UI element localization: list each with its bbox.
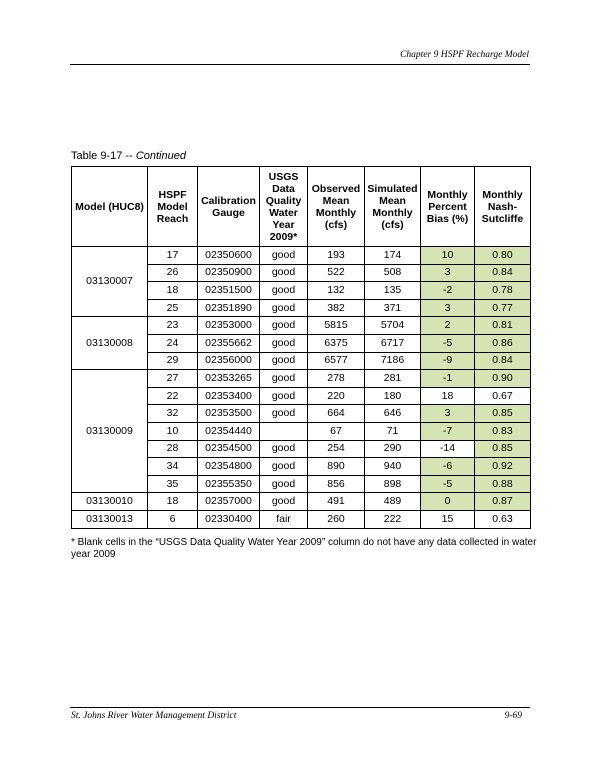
- gauge-cell: 02354800: [198, 458, 260, 476]
- table-row: [72, 370, 531, 388]
- table-row: [72, 247, 531, 265]
- bias-cell: -5: [421, 475, 475, 493]
- bias-cell: -14: [421, 440, 475, 458]
- col-nse: Monthly Nash-Sutcliffe: [475, 167, 531, 247]
- quality-cell: good: [260, 317, 308, 335]
- simulated-cell: 174: [365, 247, 421, 265]
- table-row: [72, 510, 531, 528]
- footer-organization: St. Johns River Water Management District: [71, 711, 237, 721]
- bias-cell: 0: [421, 493, 475, 511]
- simulated-cell: 898: [365, 475, 421, 493]
- caption-continued: Continued: [135, 150, 186, 162]
- reach-cell: 32: [148, 405, 198, 423]
- nse-cell: 0.90: [475, 370, 531, 388]
- table-body: [72, 247, 531, 529]
- col-bias: Monthly Percent Bias (%): [421, 167, 475, 247]
- observed-cell: 382: [308, 299, 365, 317]
- bias-cell: -5: [421, 334, 475, 352]
- gauge-cell: 02330400: [198, 510, 260, 528]
- observed-cell: 6577: [308, 352, 365, 370]
- gauge-cell: 02351890: [198, 299, 260, 317]
- simulated-cell: 135: [365, 282, 421, 300]
- observed-cell: 890: [308, 458, 365, 476]
- col-reach: HSPF Model Reach: [148, 167, 198, 247]
- table-caption: [71, 150, 186, 162]
- simulated-cell: 222: [365, 510, 421, 528]
- model-cell: 03130007: [72, 247, 148, 317]
- reach-cell: 28: [148, 440, 198, 458]
- observed-cell: 522: [308, 264, 365, 282]
- gauge-cell: 02355662: [198, 334, 260, 352]
- caption-label: Table 9-17 --: [71, 150, 136, 162]
- reach-cell: 25: [148, 299, 198, 317]
- bias-cell: 3: [421, 405, 475, 423]
- model-cell: 03130013: [72, 510, 148, 528]
- nse-cell: 0.78: [475, 282, 531, 300]
- simulated-cell: 281: [365, 370, 421, 388]
- gauge-cell: 02351500: [198, 282, 260, 300]
- model-cell: 03130009: [72, 370, 148, 493]
- simulated-cell: 646: [365, 405, 421, 423]
- nse-cell: 0.87: [475, 493, 531, 511]
- quality-cell: fair: [260, 510, 308, 528]
- observed-cell: 278: [308, 370, 365, 388]
- observed-cell: 856: [308, 475, 365, 493]
- nse-cell: 0.83: [475, 422, 531, 440]
- gauge-cell: 02355350: [198, 475, 260, 493]
- footnote: * Blank cells in the “USGS Data Quality Water Year 2009” column do not have any data collected in water year 2009: [71, 537, 537, 560]
- model-cell: 03130010: [72, 493, 148, 511]
- gauge-cell: 02354440: [198, 422, 260, 440]
- quality-cell: good: [260, 370, 308, 388]
- model-cell: 03130008: [72, 317, 148, 370]
- quality-cell: good: [260, 247, 308, 265]
- reach-cell: 27: [148, 370, 198, 388]
- reach-cell: 26: [148, 264, 198, 282]
- nse-cell: 0.77: [475, 299, 531, 317]
- header-row: [72, 167, 531, 247]
- observed-cell: 193: [308, 247, 365, 265]
- nse-cell: 0.63: [475, 510, 531, 528]
- reach-cell: 10: [148, 422, 198, 440]
- quality-cell: good: [260, 440, 308, 458]
- gauge-cell: 02350900: [198, 264, 260, 282]
- nse-cell: 0.84: [475, 352, 531, 370]
- observed-cell: 260: [308, 510, 365, 528]
- gauge-cell: 02350600: [198, 247, 260, 265]
- gauge-cell: 02353500: [198, 405, 260, 423]
- reach-cell: 18: [148, 493, 198, 511]
- reach-cell: 23: [148, 317, 198, 335]
- nse-cell: 0.86: [475, 334, 531, 352]
- simulated-cell: 71: [365, 422, 421, 440]
- bias-cell: -2: [421, 282, 475, 300]
- gauge-cell: 02353265: [198, 370, 260, 388]
- bias-cell: 3: [421, 264, 475, 282]
- bias-cell: -1: [421, 370, 475, 388]
- quality-cell: good: [260, 387, 308, 405]
- observed-cell: 5815: [308, 317, 365, 335]
- nse-cell: 0.67: [475, 387, 531, 405]
- observed-cell: 67: [308, 422, 365, 440]
- nse-cell: 0.85: [475, 405, 531, 423]
- quality-cell: good: [260, 458, 308, 476]
- quality-cell: good: [260, 493, 308, 511]
- running-header: Chapter 9 HSPF Recharge Model: [400, 50, 529, 60]
- calibration-table: [71, 166, 531, 529]
- simulated-cell: 371: [365, 299, 421, 317]
- col-simulated: Simulated Mean Monthly (cfs): [365, 167, 421, 247]
- col-gauge: Calibration Gauge: [198, 167, 260, 247]
- reach-cell: 22: [148, 387, 198, 405]
- simulated-cell: 6717: [365, 334, 421, 352]
- col-quality: USGS Data Quality Water Year 2009*: [260, 167, 308, 247]
- nse-cell: 0.84: [475, 264, 531, 282]
- observed-cell: 132: [308, 282, 365, 300]
- quality-cell: good: [260, 352, 308, 370]
- reach-cell: 29: [148, 352, 198, 370]
- nse-cell: 0.92: [475, 458, 531, 476]
- bias-cell: -9: [421, 352, 475, 370]
- reach-cell: 6: [148, 510, 198, 528]
- quality-cell: good: [260, 282, 308, 300]
- quality-cell: good: [260, 334, 308, 352]
- simulated-cell: 180: [365, 387, 421, 405]
- quality-cell: good: [260, 264, 308, 282]
- simulated-cell: 940: [365, 458, 421, 476]
- simulated-cell: 508: [365, 264, 421, 282]
- bias-cell: 15: [421, 510, 475, 528]
- observed-cell: 6375: [308, 334, 365, 352]
- reach-cell: 34: [148, 458, 198, 476]
- simulated-cell: 290: [365, 440, 421, 458]
- simulated-cell: 489: [365, 493, 421, 511]
- nse-cell: 0.88: [475, 475, 531, 493]
- quality-cell: good: [260, 299, 308, 317]
- header-rule: [70, 64, 530, 65]
- observed-cell: 220: [308, 387, 365, 405]
- reach-cell: 24: [148, 334, 198, 352]
- page-number: 9-69: [504, 711, 522, 721]
- observed-cell: 254: [308, 440, 365, 458]
- observed-cell: 664: [308, 405, 365, 423]
- reach-cell: 35: [148, 475, 198, 493]
- reach-cell: 17: [148, 247, 198, 265]
- bias-cell: 18: [421, 387, 475, 405]
- bias-cell: 2: [421, 317, 475, 335]
- col-observed: Observed Mean Monthly (cfs): [308, 167, 365, 247]
- bias-cell: -7: [421, 422, 475, 440]
- bias-cell: 10: [421, 247, 475, 265]
- bias-cell: 3: [421, 299, 475, 317]
- nse-cell: 0.85: [475, 440, 531, 458]
- gauge-cell: 02354500: [198, 440, 260, 458]
- nse-cell: 0.80: [475, 247, 531, 265]
- simulated-cell: 7186: [365, 352, 421, 370]
- observed-cell: 491: [308, 493, 365, 511]
- gauge-cell: 02353400: [198, 387, 260, 405]
- col-model: Model (HUC8): [72, 167, 148, 247]
- quality-cell: [260, 422, 308, 440]
- gauge-cell: 02357000: [198, 493, 260, 511]
- gauge-cell: 02353000: [198, 317, 260, 335]
- quality-cell: good: [260, 405, 308, 423]
- table-row: [72, 493, 531, 511]
- gauge-cell: 02356000: [198, 352, 260, 370]
- nse-cell: 0.81: [475, 317, 531, 335]
- reach-cell: 18: [148, 282, 198, 300]
- footer-rule: [70, 707, 530, 708]
- simulated-cell: 5704: [365, 317, 421, 335]
- table-row: [72, 317, 531, 335]
- quality-cell: good: [260, 475, 308, 493]
- bias-cell: -6: [421, 458, 475, 476]
